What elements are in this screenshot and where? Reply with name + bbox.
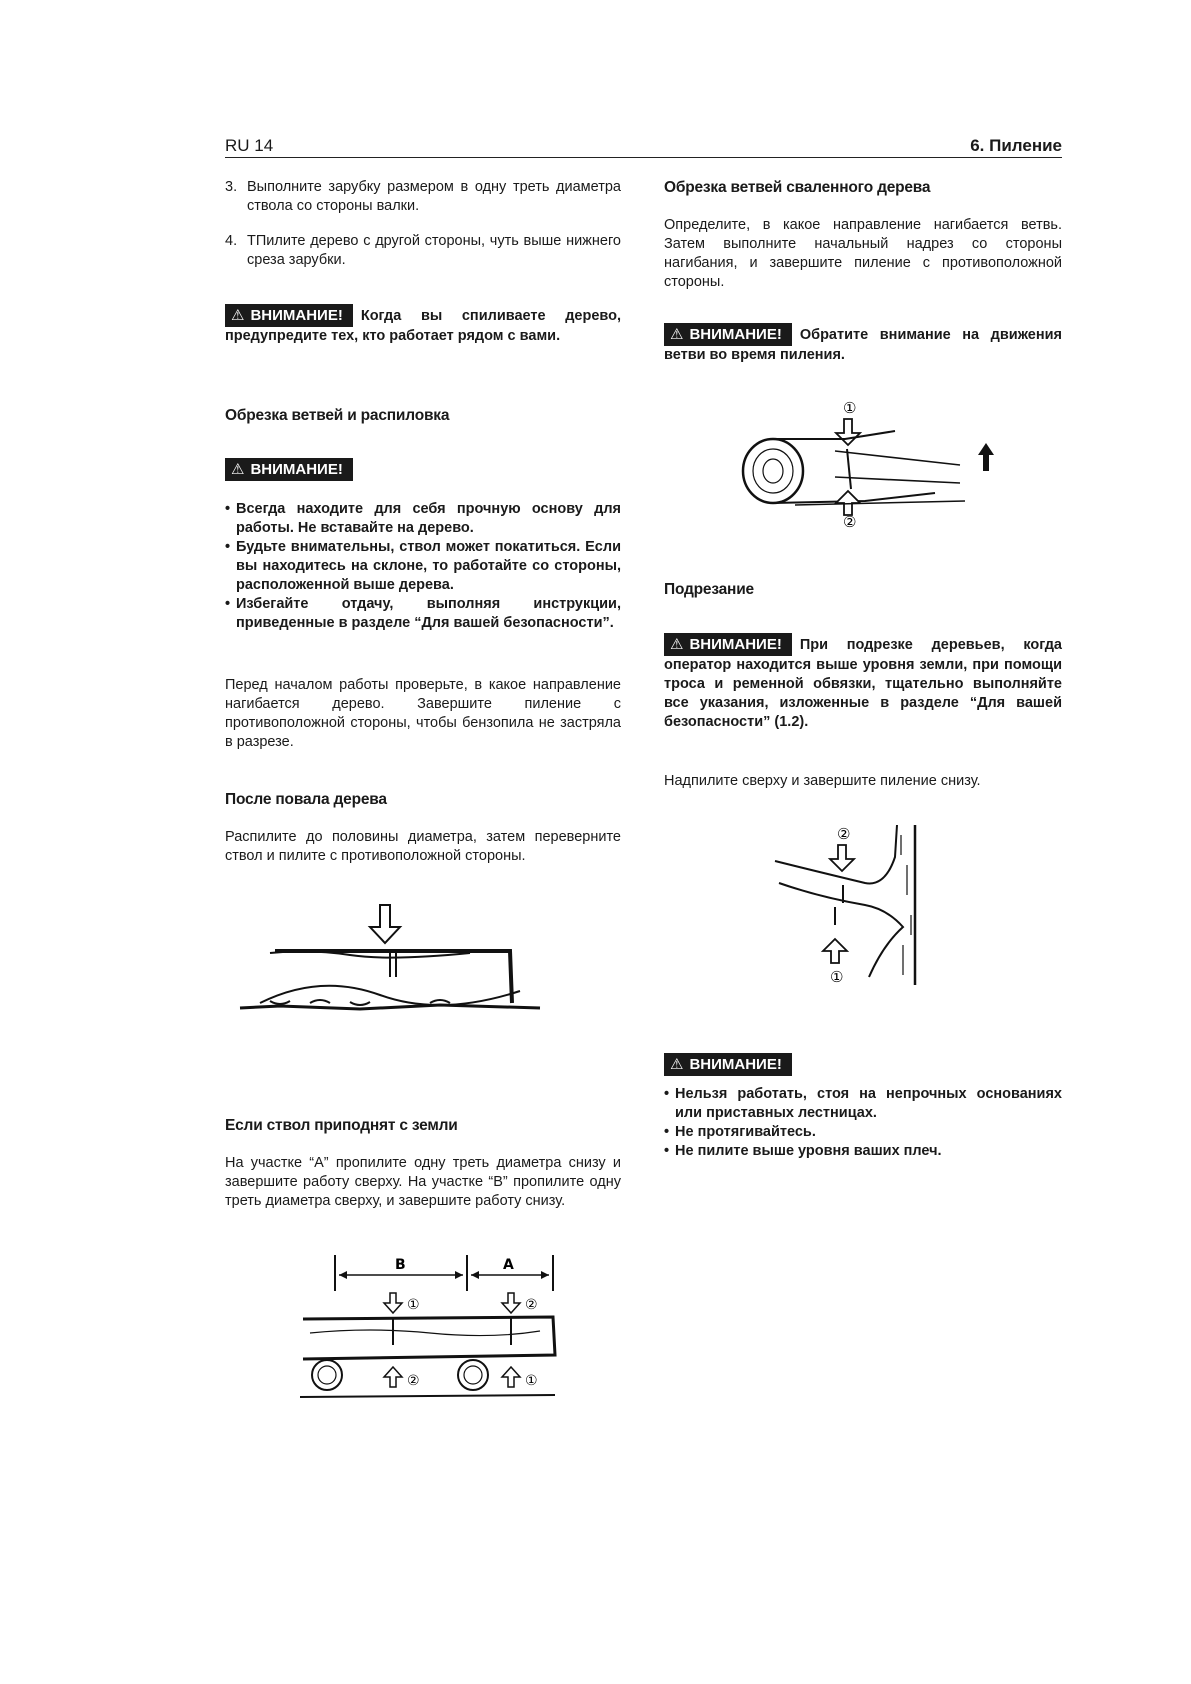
bullet-item: • Избегайте отдачу, выполняя инструкции, приведенные в разделе “Для вашей безопасности”.: [225, 595, 621, 633]
warning-text: Обратите внимание на движения ветви во время пиления.: [664, 327, 1062, 363]
raised-paragraph: На участке “А” пропилите одну треть диаметра снизу и завершите работу сверху. На участке “B” пропилите одну треть диаметра сверху, и завершите работу снизу.: [225, 1155, 621, 1209]
section-title: 6. Пиление: [970, 136, 1062, 155]
warning-badge: [664, 1053, 792, 1076]
cut-mark: ②: [525, 1297, 538, 1313]
bullet-item: • Нельзя работать, стоя на непрочных основаниях или приставных лестницах.: [664, 1085, 1062, 1123]
arrow-up-icon: [823, 939, 847, 963]
section-b-label: B: [395, 1257, 406, 1273]
arrow-down-icon: [836, 419, 860, 445]
step-text: Выполните зарубку размером в одну треть диаметра ствола со стороны валки.: [247, 179, 621, 214]
section-heading-felled: Обрезка ветвей сваленного дерева: [664, 179, 931, 196]
warning-branch: [664, 323, 1062, 365]
warning-badge: [225, 458, 353, 481]
warning-felling: [225, 304, 621, 346]
warning-label: ВНИМАНИЕ!: [689, 636, 782, 653]
limbing-paragraph: Перед началом работы проверьте, в какое направление нагибается дерево. Завершите пиление с противоположной стороны, чтобы бензопила не застряла в разрезе.: [225, 677, 621, 750]
after-fall-paragraph: Распилите до половины диаметра, затем переверните ствол и пилите с противоположной стороны.: [225, 829, 621, 864]
final-bullets: [664, 1085, 1062, 1161]
warning-limbing: [225, 458, 621, 481]
felled-paragraph: Определите, в какое направление нагибается ветвь. Затем выполните начальный надрез со стороны нагибания, и завершите пиление с противоположной стороны.: [664, 217, 1062, 290]
left-column: [225, 178, 621, 346]
section-heading-raised: Если ствол приподнят с земли: [225, 1117, 458, 1134]
bullet-item: • Не протягивайтесь.: [664, 1123, 1062, 1142]
cut-mark: ②: [407, 1373, 420, 1389]
page-number: RU 14: [225, 136, 274, 155]
warning-label: ВНИМАНИЕ!: [250, 461, 343, 478]
warning-triangle-icon: ⚠: [231, 461, 245, 478]
figure-log-on-ground: [240, 905, 570, 1015]
limbing-bullets: [225, 500, 621, 633]
cut-mark: ②: [843, 513, 857, 531]
arrow-down-icon: [830, 845, 854, 871]
step-number: 4.: [225, 233, 238, 249]
figure-pruning: [775, 825, 955, 985]
section-a-label: A: [503, 1257, 514, 1273]
warning-triangle-icon: ⚠: [670, 636, 684, 653]
warning-text: При подрезке деревьев, когда оператор находится выше уровня земли, при помощи троса и ременной обвязки, тщательно выполняйте все указания, изложенные в разделе “Для вашей безопасности” (1.2).: [664, 637, 1062, 730]
warning-pruning: [664, 633, 1062, 732]
warning-badge: [664, 633, 792, 656]
bullet-item: • Будьте внимательны, ствол может покатиться. Если вы находитесь на склоне, то работайте со стороны, расположенной выше дерева.: [225, 538, 621, 595]
header-rule: [225, 157, 1062, 158]
step-text: ТПилите дерево с другой стороны, чуть выше нижнего среза зарубки.: [247, 233, 621, 268]
warning-triangle-icon: ⚠: [231, 307, 245, 324]
cut-mark: ①: [843, 399, 857, 417]
warning-badge: [664, 323, 792, 346]
arrow-up-icon: [502, 1367, 520, 1387]
warning-triangle-icon: ⚠: [670, 326, 684, 343]
section-heading-limbing: Обрезка ветвей и распиловка: [225, 407, 450, 424]
bullet-item: • Всегда находите для себя прочную основу для работы. Не вставайте на дерево.: [225, 500, 621, 538]
step-4: [225, 232, 621, 270]
arrow-down-icon: [370, 905, 400, 943]
step-number: 3.: [225, 179, 238, 195]
bullet-item: • Не пилите выше уровня ваших плеч.: [664, 1142, 1062, 1161]
warning-label: ВНИМАНИЕ!: [689, 326, 782, 343]
arrow-down-icon: [384, 1293, 402, 1313]
pruning-paragraph: Надпилите сверху и завершите пиление снизу.: [664, 773, 981, 789]
warning-badge: [225, 304, 353, 327]
arrow-up-icon: [384, 1367, 402, 1387]
cut-mark: ①: [830, 968, 844, 986]
section-heading-pruning: Подрезание: [664, 581, 754, 598]
figure-raised-log: [295, 1255, 565, 1405]
arrow-down-icon: [502, 1293, 520, 1313]
cut-mark: ①: [407, 1297, 420, 1313]
warning-triangle-icon: ⚠: [670, 1056, 684, 1073]
section-heading-after-fall: После повала дерева: [225, 791, 387, 808]
warning-final: [664, 1053, 1062, 1076]
warning-text: Когда вы спиливаете дерево, предупредите тех, кто работает рядом с вами.: [225, 308, 621, 344]
warning-label: ВНИМАНИЕ!: [250, 307, 343, 324]
figure-felled-branch: [735, 397, 995, 531]
warning-label: ВНИМАНИЕ!: [689, 1056, 782, 1073]
cut-mark: ②: [837, 825, 851, 843]
cut-mark: ①: [525, 1373, 538, 1389]
arrow-up-icon: [978, 443, 994, 471]
step-3: [225, 178, 621, 216]
